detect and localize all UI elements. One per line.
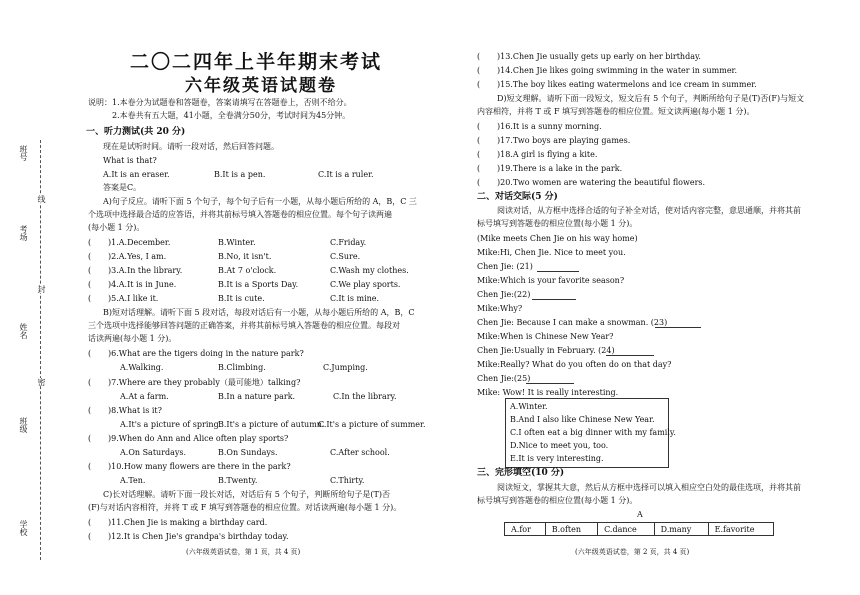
q17: )17.Two boys are playing games. — [497, 136, 631, 145]
q6: )6.What are the tigers doing in the nature park? — [108, 349, 304, 358]
paren: ( — [88, 294, 92, 303]
q5: )5.A.I like it. — [108, 294, 159, 303]
section-3-instruction-1: 阅读短文，掌握其大意，然后从方框中选择可以填入相应空白处的最佳选项，并将其前 — [497, 483, 801, 492]
dialog-line: Chen Jie: (21) — [477, 262, 533, 271]
q10-c: C.Thirty. — [330, 476, 365, 485]
example-answer: 答案是C。 — [103, 183, 142, 192]
q19: )19.There is a lake in the park. — [497, 164, 623, 173]
q13: )13.Chen Jie usually gets up early on her birthday. — [497, 52, 701, 61]
dialog-line: (Mike meets Chen Jie on his way home) — [477, 234, 638, 243]
q10: )10.How many flowers are there in the park? — [108, 462, 291, 471]
binding-line — [40, 140, 41, 560]
dialog-line: Chen Jie:(25) — [477, 374, 531, 383]
q8: )8.What is it? — [108, 406, 162, 415]
q7-b: B.In a nature park. — [218, 392, 296, 401]
paren: ( — [88, 280, 92, 289]
q2-c: C.Sure. — [330, 252, 361, 261]
q7: )7.Where are they probably（最可能地）talking? — [108, 378, 301, 387]
field-label-name: 姓名 — [19, 323, 28, 339]
part-d-instruction-1: D)短文理解。请听下面一段短文，短文后有 5 个句子，判断所给句子是(T)否(F)与短文 — [497, 94, 805, 103]
field-label-school: 学校 — [19, 520, 28, 536]
q6-a: A.Walking. — [120, 363, 164, 372]
q9: )9.When do Ann and Alice often play sports? — [108, 434, 289, 443]
q1-b: B.Winter. — [218, 238, 256, 247]
table-option-e: E.favorite — [708, 523, 773, 536]
dialog-line: Chen Jie:Usually in February. (24) — [477, 346, 615, 355]
page-footer-2: (六年级英语试卷，第 2 页，共 4 页) — [575, 548, 690, 556]
q5-b: B.It is cute. — [218, 294, 265, 303]
q4-b: B.It is a Sports Day. — [218, 280, 299, 289]
q12: )12.It is Chen Jie's grandpa's birthday today. — [108, 532, 289, 541]
part-d-instruction-2: 内容相符，并将 T 或 F 填写到答题卷的相应位置。短文读两遍(每小题 1 分)。 — [477, 107, 755, 116]
note-2: 2.本卷共有五大题，41小题，全卷满分50分，考试时间为45分钟。 — [112, 111, 351, 120]
section-1-heading: 一、听力测试(共 20 分) — [86, 127, 186, 137]
section-2-instruction-2: 标号填写到答题卷的相应位置(每小题 1 分)。 — [477, 219, 638, 228]
binding-text-feng: 封 — [37, 285, 46, 293]
section-3-instruction-2: 标号填写到答题卷的相应位置(每小题 1 分)。 — [477, 496, 638, 505]
q7-a: A.At a farm. — [120, 392, 169, 401]
q10-a: A.Ten. — [120, 476, 146, 485]
q11: )11.Chen Jie is making a birthday card. — [108, 518, 268, 527]
q18: )18.A girl is flying a kite. — [497, 150, 598, 159]
q2-b: B.No, it isn't. — [218, 252, 272, 261]
q16: )16.It is a sunny morning. — [497, 122, 602, 131]
page-footer-1: (六年级英语试卷，第 1 页，共 4 页) — [186, 548, 301, 556]
example-intro: 现在是试听时间。请听一段对话，然后回答问题。 — [103, 142, 279, 151]
box-option-b: B.And I also like Chinese New Year. — [510, 415, 655, 424]
dialog-line: Chen Jie:(22) — [477, 290, 531, 299]
dialog-line: Mike:Really? What do you often do on that day? — [477, 360, 672, 369]
q10-b: B.Twenty. — [218, 476, 258, 485]
q5-c: C.It is mine. — [330, 294, 380, 303]
exam-title: 二〇二四年上半年期末考试 — [130, 51, 383, 73]
binding-text-mi: 密 — [37, 378, 46, 386]
table-option-c: C.dance — [598, 523, 654, 536]
dialog-line: Mike:Which is your favorite season? — [477, 276, 625, 285]
box-option-d: D.Nice to meet you, too. — [510, 441, 609, 450]
note-1: 说明：1.本卷分为试题卷和答题卷，答案请填写在答题卷上，否则不给分。 — [88, 98, 352, 107]
field-label-class: 班级 — [19, 417, 28, 433]
q3: )3.A.In the library. — [108, 266, 183, 275]
q6-c: C.Jumping. — [323, 363, 368, 372]
section-3-heading: 三、完形填空(10 分) — [477, 468, 565, 478]
dialog-line: Chen Jie: Because I can make a snowman. (23) — [477, 318, 668, 327]
q9-b: B.On Sundays. — [218, 448, 278, 457]
cloze-options-table — [504, 522, 774, 536]
part-a-instruction-3: (每小题 1 分)。 — [88, 223, 145, 232]
part-c-instruction-2: (F)与对话内容相符，并将 T 或 F 填写到答题卷的相应位置。对话读两遍(每小题 1 分)。 — [88, 503, 402, 512]
q3-c: C.Wash my clothes. — [330, 266, 409, 275]
section-2-instruction-1: 阅读对话，从方框中选择合适的句子补全对话，使对话内容完整，意思通顺，并将其前 — [497, 206, 801, 215]
part-b-instruction-2: 三个选项中选择能够回答问题的正确答案，并将其前标号填入答题卷的相应位置。每段对 — [88, 321, 400, 330]
paren: ( — [88, 252, 92, 261]
example-option-a: A.It is an eraser. — [103, 170, 170, 179]
example-question: What is that? — [103, 156, 157, 165]
dialog-line: Mike:When is Chinese New Year? — [477, 332, 614, 341]
q7-c: C.In the library. — [333, 392, 397, 401]
q9-a: A.On Saturdays. — [120, 448, 187, 457]
paren: ( — [88, 266, 92, 275]
table-option-d: D.many — [654, 523, 708, 536]
q9-c: C.After school. — [330, 448, 390, 457]
exam-subtitle: 六年级英语试题卷 — [185, 76, 337, 96]
q15: )15.The boy likes eating watermelons and ice cream in summer. — [497, 80, 757, 89]
part-b-instruction-3: 话读两遍(每小题 1 分)。 — [88, 334, 177, 343]
dialog-line: Mike:Why? — [477, 304, 523, 313]
q8-a: A.It's a picture of spring. — [120, 420, 222, 429]
q8-c: C.It's a picture of summer. — [318, 420, 426, 429]
q8-b: B.It's a picture of autumn. — [218, 420, 325, 429]
part-a-instruction-2: 个选项中选择最合适的应答语，并将其前标号填入答题卷的相应位置。每个句子读两遍 — [88, 210, 392, 219]
q4: )4.A.It is in June. — [108, 280, 177, 289]
q4-c: C.We play sports. — [330, 280, 401, 289]
q20: )20.Two women are watering the beautiful flowers. — [497, 178, 706, 187]
dialog-line: Mike:Hi, Chen Jie. Nice to meet you. — [477, 248, 626, 257]
binding-text-xian: 线 — [37, 195, 46, 203]
field-label-class-no: 班号 — [19, 145, 28, 161]
q1: )1.A.December. — [108, 238, 171, 247]
part-a-instruction-1: A)句子反应。请听下面 5 个句子，每个句子后有一小题，从每小题后所给的 A，B，C 三 — [103, 197, 417, 206]
field-label-exam-room: 考场 — [19, 225, 28, 241]
q2: )2.A.Yes, I am. — [108, 252, 167, 261]
example-option-c: C.It is a ruler. — [318, 170, 374, 179]
box-option-c: C.I often eat a big dinner with my family. — [510, 428, 676, 437]
table-option-b: B.often — [545, 523, 597, 536]
q1-c: C.Friday. — [330, 238, 367, 247]
box-option-a: A.Winter. — [510, 402, 548, 411]
dialog-line: Mike: Wow! It is really interesting. — [477, 388, 619, 397]
q14: )14.Chen Jie likes going swimming in the water in summer. — [497, 66, 738, 75]
part-c-instruction-1: C)长对话理解。请听下面一段长对话，对话后有 5 个句子，判断所给句子是(T)否 — [103, 490, 390, 499]
table-label: A — [637, 510, 643, 519]
q3-b: B.At 7 o'clock. — [218, 266, 277, 275]
section-2-heading: 二、对话交际(5 分) — [477, 192, 558, 202]
box-option-e: E.It is very interesting. — [510, 454, 604, 463]
q6-b: B.Climbing. — [218, 363, 266, 372]
paren: ( — [88, 238, 92, 247]
example-option-b: B.It is a pen. — [214, 170, 266, 179]
part-b-instruction-1: B)短对话理解。请听下面 5 段对话，每段对话后有一小题，从每小题后所给的 A，B，C — [103, 308, 415, 317]
table-option-a: A.for — [505, 523, 546, 536]
